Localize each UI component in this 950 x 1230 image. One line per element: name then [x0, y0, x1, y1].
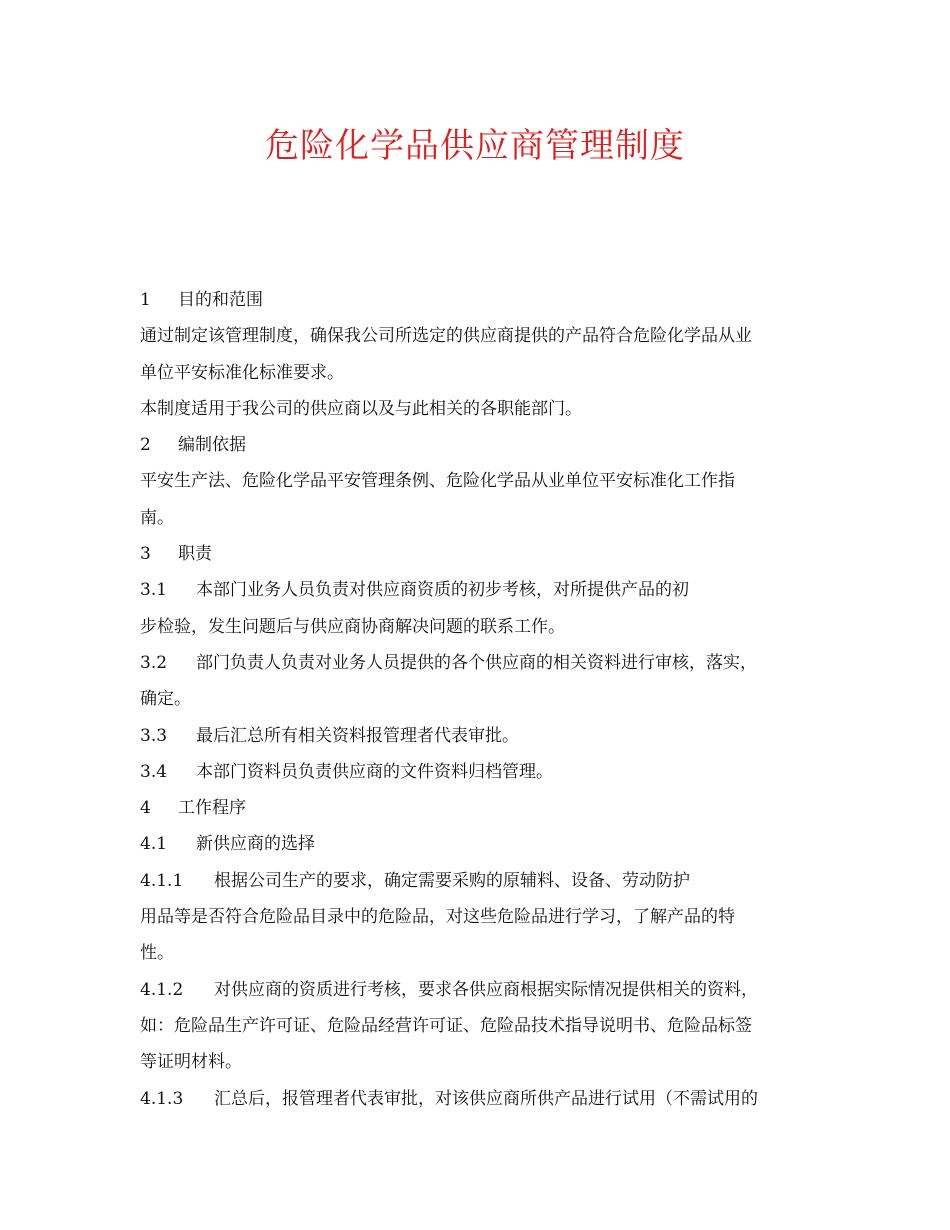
section-line — [140, 536, 820, 572]
line-text: 平安生产法、危险化学品平安管理条例、危险化学品从业单位平安标准化工作指 — [140, 471, 735, 492]
section-number: 3.4 — [140, 761, 168, 782]
section-line — [140, 645, 820, 681]
line-text: 目的和范围 — [178, 290, 263, 310]
line-text: 职责 — [178, 544, 212, 565]
section-number: 4.1.1 — [140, 870, 184, 891]
section-line — [140, 718, 820, 754]
line-text: 根据公司生产的要求，确定需要采购的原辅料、设备、劳动防护 — [214, 870, 690, 891]
section-line — [140, 826, 820, 862]
section-number: 3.1 — [140, 580, 168, 601]
paragraph-line — [140, 1008, 820, 1044]
line-text: 确定。 — [140, 689, 191, 710]
line-text: 新供应商的选择 — [196, 834, 315, 855]
section-number: 3.2 — [140, 652, 168, 673]
section-number: 1 — [140, 290, 151, 310]
line-text: 南。 — [140, 507, 174, 528]
section-line — [140, 790, 820, 826]
line-text: 部门负责人负责对业务人员提供的各个供应商的相关资料进行审核，落实， — [196, 652, 757, 673]
line-text: 对供应商的资质进行考核，要求各供应商根据实际情况提供相关的资料， — [214, 979, 758, 1000]
section-number: 3.3 — [140, 725, 168, 746]
section-number: 4.1 — [140, 834, 168, 855]
paragraph-line — [140, 463, 820, 499]
paragraph-line — [140, 899, 820, 935]
line-text: 单位平安标准化标准要求。 — [140, 362, 344, 383]
section-number: 3 — [140, 544, 151, 565]
line-text: 本部门资料员负责供应商的文件资料归档管理。 — [196, 761, 553, 782]
document-title: 危险化学品供应商管理制度 — [265, 126, 685, 166]
document-body — [140, 282, 820, 1117]
line-text: 本部门业务人员负责对供应商资质的初步考核，对所提供产品的初 — [196, 580, 689, 601]
section-line — [140, 572, 820, 608]
section-line — [140, 427, 820, 463]
section-number: 4 — [140, 798, 151, 819]
line-text: 等证明材料。 — [140, 1052, 242, 1073]
line-text: 汇总后，报管理者代表审批，对该供应商所供产品进行试用（不需试用的 — [214, 1088, 758, 1109]
paragraph-line — [140, 500, 820, 536]
line-text: 最后汇总所有相关资料报管理者代表审批。 — [196, 725, 519, 746]
line-text: 用品等是否符合危险品目录中的危险品，对这些危险品进行学习，了解产品的特 — [140, 907, 735, 928]
section-line — [140, 972, 820, 1008]
paragraph-line — [140, 935, 820, 971]
line-text: 性。 — [140, 943, 174, 964]
section-number: 4.1.2 — [140, 979, 184, 1000]
paragraph-line — [140, 1044, 820, 1080]
line-text: 如：危险品生产许可证、危险品经营许可证、危险品技术指导说明书、危险品标签 — [140, 1015, 752, 1036]
paragraph-line — [140, 681, 820, 717]
section-line — [140, 863, 820, 899]
section-number: 2 — [140, 435, 151, 456]
line-text: 步检验，发生问题后与供应商协商解决问题的联系工作。 — [140, 616, 565, 637]
line-text: 编制依据 — [178, 435, 246, 456]
section-number: 4.1.3 — [140, 1088, 184, 1109]
paragraph-line — [140, 318, 820, 354]
section-line — [140, 754, 820, 790]
paragraph-line — [140, 391, 820, 427]
line-text: 工作程序 — [178, 798, 246, 819]
line-text: 通过制定该管理制度，确保我公司所选定的供应商提供的产品符合危险化学品从业 — [140, 326, 752, 347]
section-line — [140, 282, 820, 318]
line-text: 本制度适用于我公司的供应商以及与此相关的各职能部门。 — [140, 398, 582, 419]
paragraph-line — [140, 355, 820, 391]
section-line — [140, 1081, 820, 1117]
paragraph-line — [140, 609, 820, 645]
